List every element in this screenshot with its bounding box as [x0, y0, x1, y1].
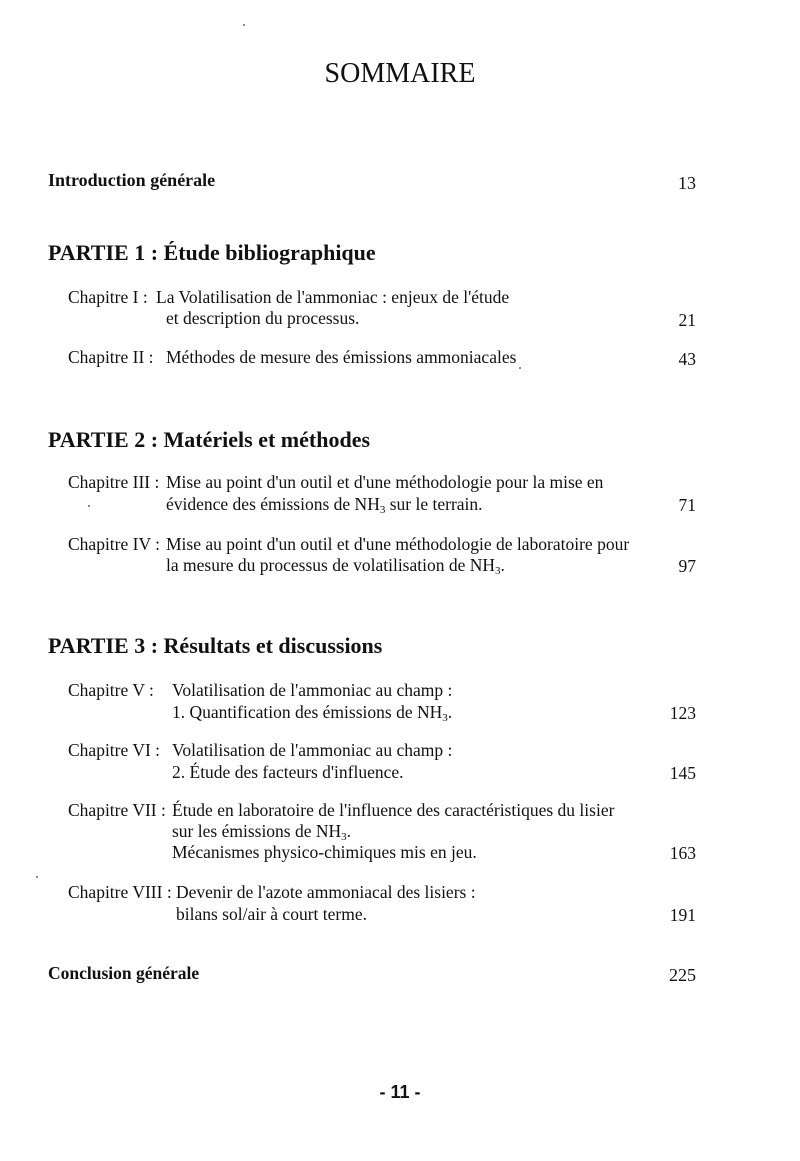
chapter-7-line3: Mécanismes physico-chimiques mis en jeu. — [172, 842, 477, 862]
chapter-4-line2: la mesure du processus de volatilisation de $NH_3$. — [166, 555, 505, 577]
page-title: SOMMAIRE — [324, 58, 476, 89]
chapter-7-line1: Étude en laboratoire de l'influence des caractéristiques du lisier — [172, 800, 615, 820]
chapter-1-page: 21 — [678, 310, 696, 330]
intro-label: Introduction générale — [48, 170, 216, 190]
chapter-6-line2: 2. Étude des facteurs d'influence. — [172, 762, 404, 782]
chapter-8-page: 191 — [669, 905, 696, 925]
chapter-8-line2: bilans sol/air à court terme. — [176, 904, 367, 924]
chapter-2-page: 43 — [678, 349, 696, 369]
chapter-7-label: Chapitre VII : — [68, 800, 166, 820]
chapter-1-line2: et description du processus. — [166, 308, 360, 328]
chapter-7-page: 163 — [669, 843, 696, 863]
part-2-heading: PARTIE 2 : Matériels et méthodes — [48, 427, 371, 452]
chapter-5-label: Chapitre V : — [68, 680, 154, 700]
chapter-3-page: 71 — [678, 495, 696, 515]
chapter-8-line1: Devenir de l'azote ammoniacal des lisiers : — [176, 882, 476, 902]
chapter-6-line1: Volatilisation de l'ammoniac au champ : — [172, 740, 453, 760]
chapter-5-page: 123 — [669, 703, 696, 723]
part-3-heading: PARTIE 3 : Résultats et discussions — [48, 633, 383, 658]
scan-speck — [243, 24, 245, 26]
chapter-4-page: 97 — [678, 556, 696, 576]
chapter-1-label: Chapitre I : — [68, 287, 148, 307]
chapter-2-label: Chapitre II : — [68, 347, 154, 367]
part-1-heading: PARTIE 1 : Étude bibliographique — [48, 240, 376, 265]
chapter-1-line1: La Volatilisation de l'ammoniac : enjeux de l'étude — [156, 287, 510, 307]
scan-speck — [519, 367, 521, 369]
chapter-4-line1: Mise au point d'un outil et d'une méthodologie de laboratoire pour — [166, 534, 630, 554]
chapter-5-line1: Volatilisation de l'ammoniac au champ : — [172, 680, 453, 700]
page-number-footer: - 11 - — [379, 1082, 421, 1102]
chapter-3-label: Chapitre III : — [68, 472, 160, 492]
scan-speck — [36, 876, 38, 878]
chapter-8-label: Chapitre VIII : — [68, 882, 172, 902]
chapter-7-line2: sur les émissions de $NH_3$. — [172, 821, 352, 843]
chapter-3-line1: Mise au point d'un outil et d'une méthodologie pour la mise en — [166, 472, 604, 492]
chapter-2-line1: Méthodes de mesure des émissions ammoniacales — [166, 347, 517, 367]
intro-page: 13 — [678, 173, 696, 193]
chapter-6-page: 145 — [669, 763, 696, 783]
chapter-5-line2: 1. Quantification des émissions de $NH_3$. — [172, 702, 453, 724]
conclusion-page: 225 — [669, 965, 696, 985]
scan-speck — [88, 505, 90, 507]
chapter-3-line2: évidence des émissions de $NH_3$ sur le terrain. — [166, 494, 483, 516]
conclusion-label: Conclusion générale — [48, 963, 200, 983]
chapter-4-label: Chapitre IV : — [68, 534, 161, 554]
chapter-6-label: Chapitre VI : — [68, 740, 161, 760]
